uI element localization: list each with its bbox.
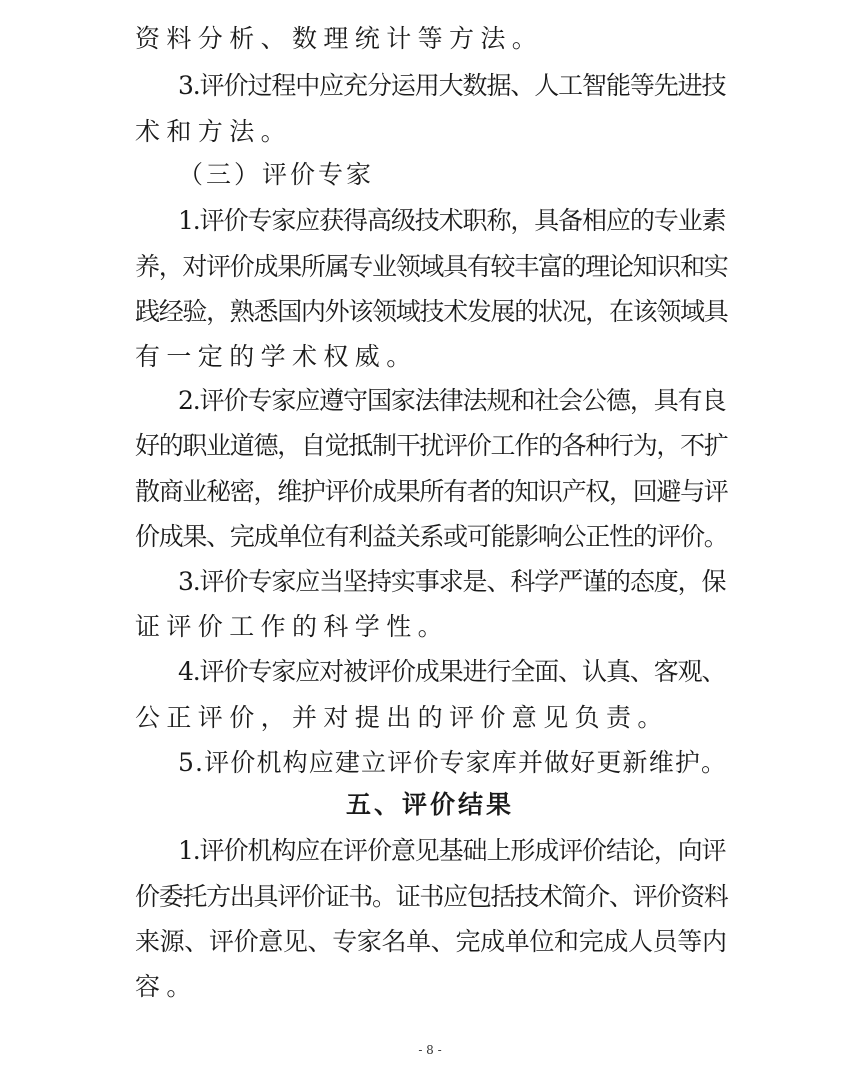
paragraph-line: 公正评价，并对提出的评价意见负责。 bbox=[135, 703, 669, 732]
paragraph-line: 3.评价专家应当坚持实事求是、科学严谨的态度，保 bbox=[178, 567, 726, 596]
section-title: 五、评价结果 bbox=[345, 790, 514, 819]
paragraph-line: 价成果、完成单位有利益关系或可能影响公正性的评价。 bbox=[135, 522, 728, 551]
paragraph-line: 价委托方出具评价证书。证书应包括技术简介、评价资料 bbox=[135, 882, 728, 911]
paragraph-line: 3.评价过程中应充分运用大数据、人工智能等先进技 bbox=[178, 71, 726, 100]
paragraph-line: 践经验，熟悉国内外该领域技术发展的状况，在该领域具 bbox=[135, 297, 728, 326]
paragraph-line: 资料分析、数理统计等方法。 bbox=[135, 24, 544, 53]
paragraph-line: 有一定的学术权威。 bbox=[135, 342, 418, 371]
paragraph-line: 好的职业道德，自觉抵制干扰评价工作的各种行为，不扩 bbox=[135, 431, 728, 460]
paragraph-line: 1.评价机构应在评价意见基础上形成评价结论，向评 bbox=[178, 836, 726, 865]
paragraph-line: 容。 bbox=[135, 972, 198, 1001]
paragraph-line: 术和方法。 bbox=[135, 117, 293, 146]
paragraph-line: 来源、评价意见、专家名单、完成单位和完成人员等内 bbox=[135, 927, 727, 956]
paragraph-line: 5.评价机构应建立评价专家库并做好更新维护。 bbox=[178, 748, 728, 777]
paragraph-line: 2.评价专家应遵守国家法律法规和社会公德，具有良 bbox=[178, 386, 726, 415]
paragraph-line: 1.评价专家应获得高级技术职称，具备相应的专业素 bbox=[178, 206, 726, 235]
page-number: - 8 - bbox=[418, 1043, 442, 1057]
paragraph-line: 散商业秘密，维护评价成果所有者的知识产权，回避与评 bbox=[135, 477, 728, 506]
paragraph-line: 证评价工作的科学性。 bbox=[135, 612, 450, 641]
paragraph-line: 4.评价专家应对被评价成果进行全面、认真、客观、 bbox=[178, 657, 726, 686]
paragraph-line: 养，对评价成果所属专业领域具有较丰富的理论知识和实 bbox=[135, 252, 728, 281]
subheading: （三）评价专家 bbox=[178, 160, 375, 189]
